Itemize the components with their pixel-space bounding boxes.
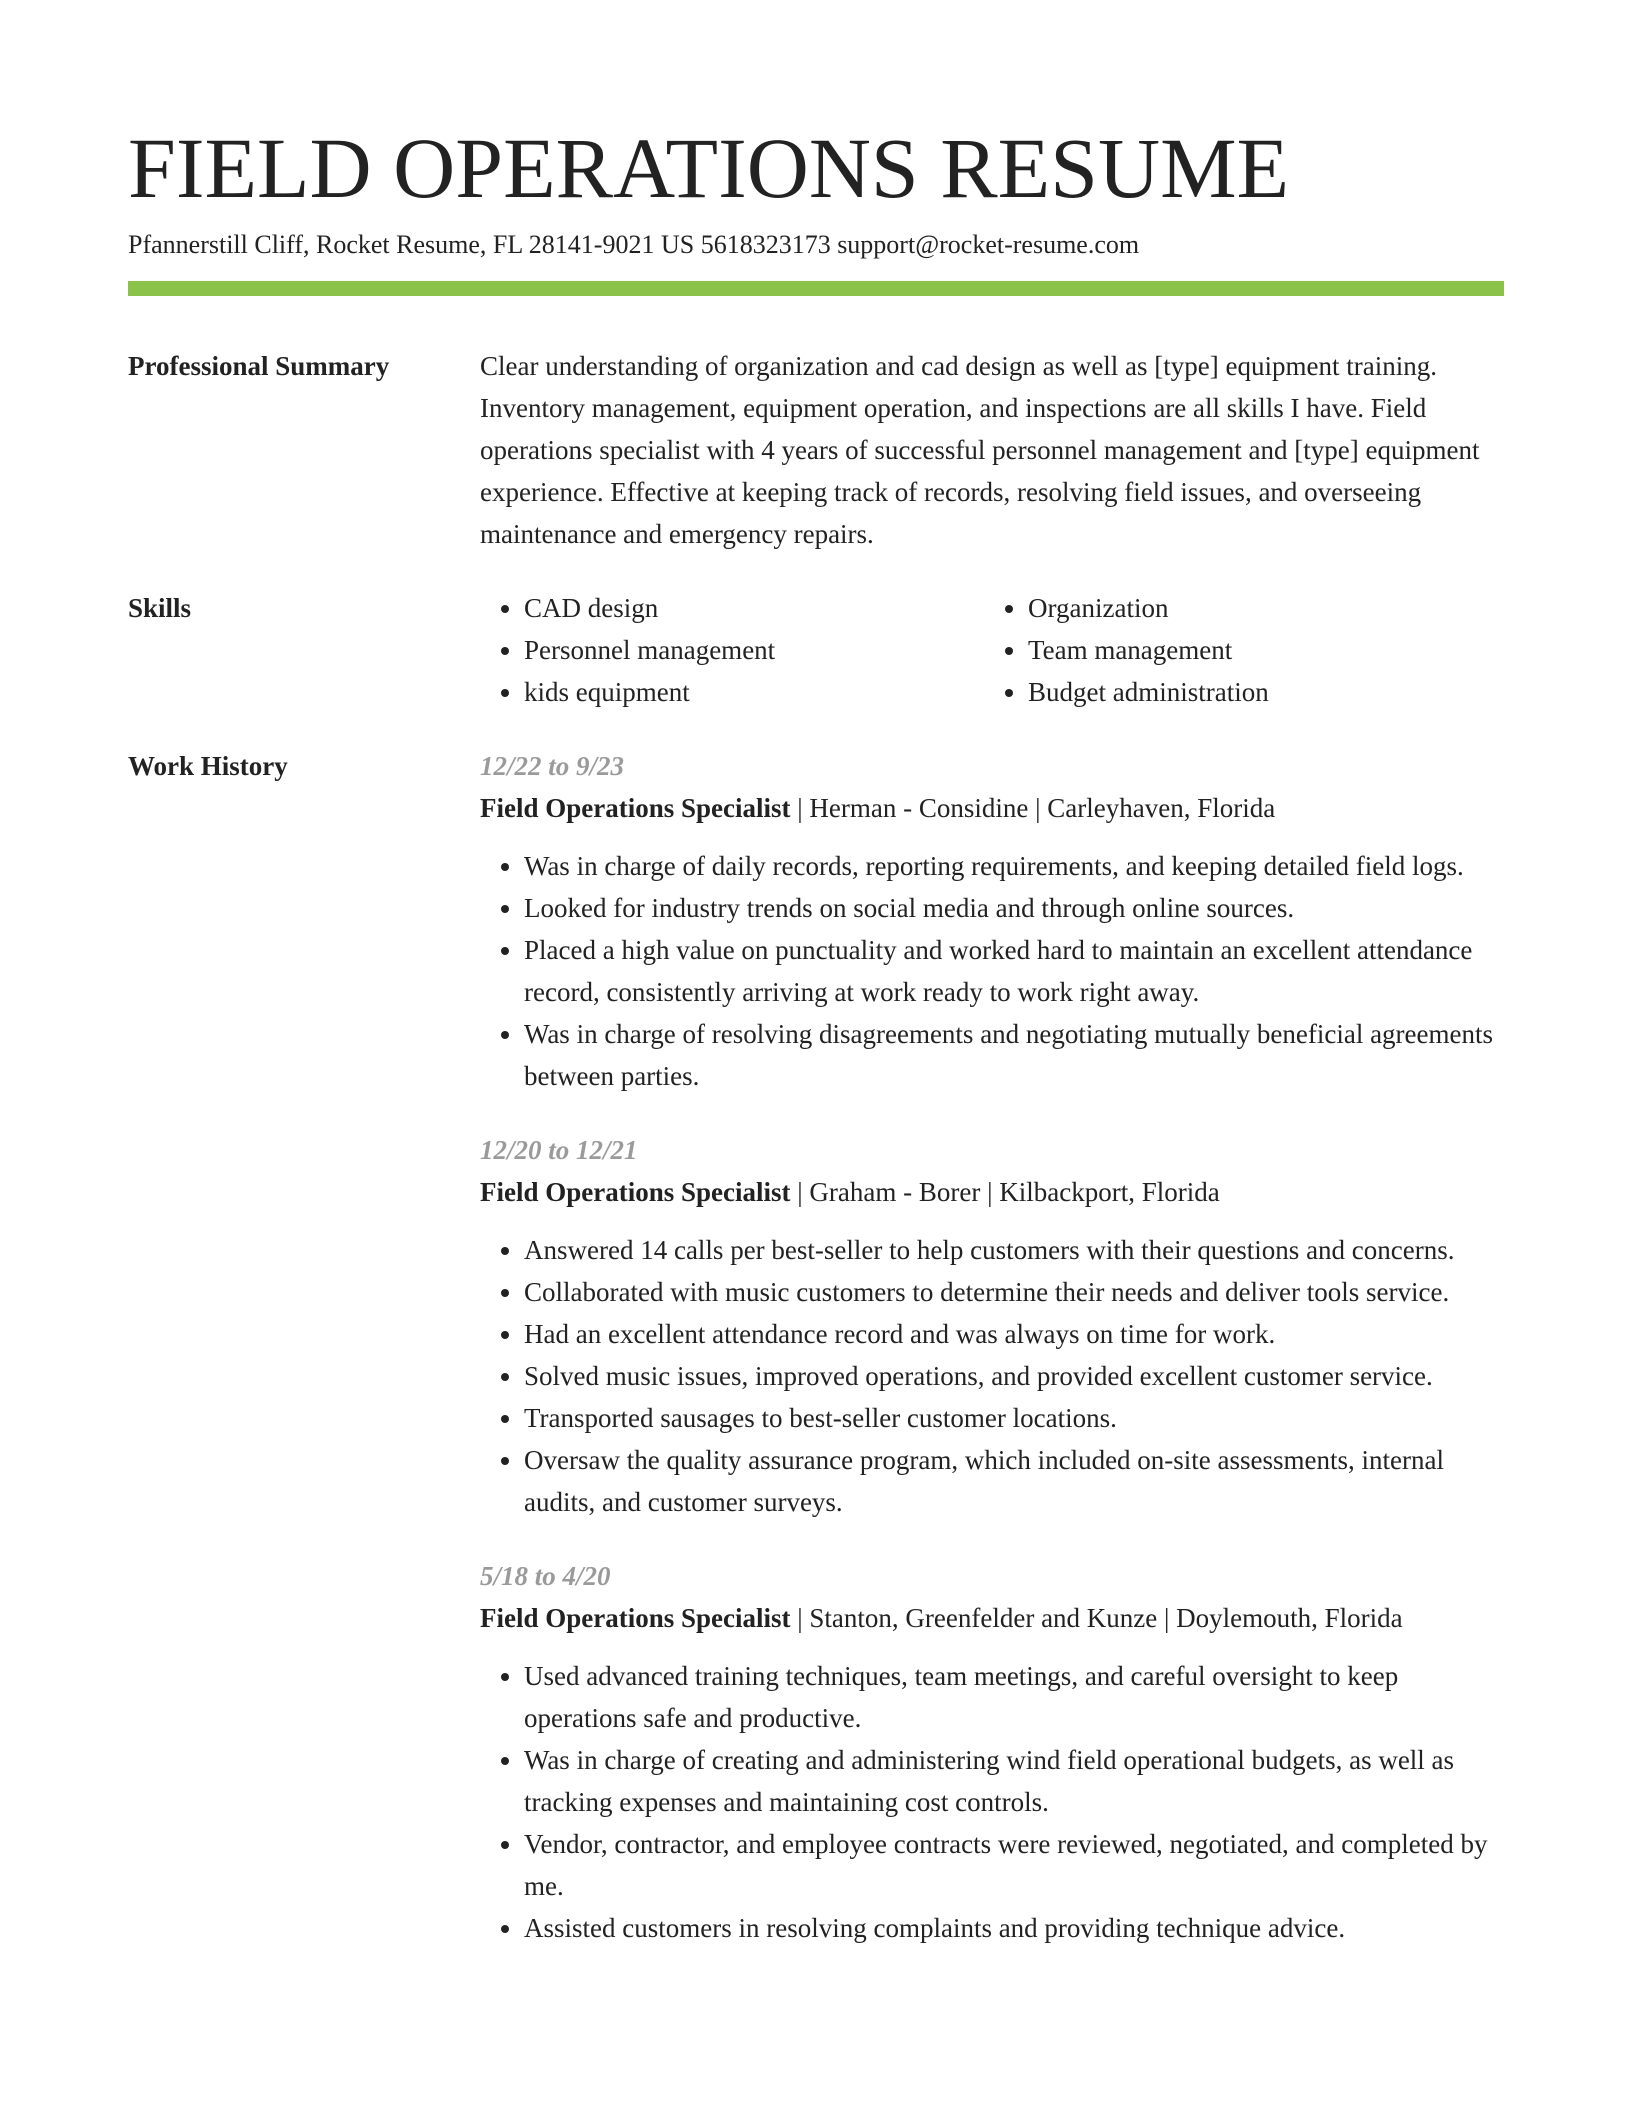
job-heading — [480, 1171, 1504, 1213]
skill-item: • Budget administration — [1028, 671, 1488, 713]
job-bullet: • Solved music issues, improved operations, and provided excellent customer service. — [524, 1355, 1504, 1397]
job-heading — [480, 1597, 1504, 1639]
job-entry — [480, 1129, 1504, 1523]
job-bullets — [480, 1655, 1504, 1949]
job-details: | Stanton, Greenfelder and Kunze | Doylemouth, Florida — [790, 1603, 1403, 1633]
job-bullet: • Was in charge of resolving disagreements and negotiating mutually beneficial agreements between parties. — [524, 1013, 1504, 1097]
summary-text: Clear understanding of organization and cad design as well as [type] equipment training. Inventory management, equipment operation, and inspections are all skills I have. Field operations specialist with 4 years of successful personnel management and [type] equipment experience. Effective at keeping track of records, resolving field issues, and overseeing maintenance and emergency repairs. — [480, 351, 1480, 549]
section-label-skills: Skills — [128, 593, 192, 623]
job-bullet: • Had an excellent attendance record and was always on time for work. — [524, 1313, 1504, 1355]
job-details: | Graham - Borer | Kilbackport, Florida — [790, 1177, 1220, 1207]
skill-item: • CAD design — [524, 587, 984, 629]
job-heading — [480, 787, 1504, 829]
contact-phone: 5618323173 — [700, 230, 831, 259]
skill-item: • Organization — [1028, 587, 1488, 629]
job-dates: 12/22 to 9/23 — [480, 751, 625, 781]
job-entry — [480, 1555, 1504, 1949]
contact-line — [128, 228, 1504, 262]
job-bullet: • Used advanced training techniques, team meetings, and careful oversight to keep operations safe and productive. — [524, 1655, 1504, 1739]
skills-column-left — [480, 587, 984, 713]
job-title: Field Operations Specialist — [480, 1177, 791, 1207]
job-bullet: • Assisted customers in resolving complaints and providing technique advice. — [524, 1907, 1504, 1949]
job-bullet: • Transported sausages to best-seller customer locations. — [524, 1397, 1504, 1439]
professional-summary-section — [128, 345, 1504, 555]
section-label-work-history: Work History — [128, 751, 288, 781]
skills-body — [480, 587, 1504, 713]
header-divider — [128, 281, 1504, 296]
job-title: Field Operations Specialist — [480, 793, 791, 823]
job-bullet: • Was in charge of daily records, reporting requirements, and keeping detailed field logs. — [524, 845, 1504, 887]
job-bullet: • Vendor, contractor, and employee contracts were reviewed, negotiated, and completed by me. — [524, 1823, 1504, 1907]
job-bullets — [480, 1229, 1504, 1523]
section-label-summary: Professional Summary — [128, 351, 390, 381]
job-dates: 12/20 to 12/21 — [480, 1135, 638, 1165]
job-details: | Herman - Considine | Carleyhaven, Florida — [790, 793, 1276, 823]
job-bullet: • Oversaw the quality assurance program, which included on-site assessments, internal audits, and customer surveys. — [524, 1439, 1504, 1523]
resume-title: FIELD OPERATIONS RESUME — [128, 120, 1290, 216]
skill-item: • kids equipment — [524, 671, 984, 713]
job-bullet: • Collaborated with music customers to determine their needs and deliver tools service. — [524, 1271, 1504, 1313]
work-history-section — [128, 745, 1504, 1981]
contact-address: Pfannerstill Cliff, Rocket Resume, FL 28141-9021 US — [128, 230, 695, 259]
job-dates: 5/18 to 4/20 — [480, 1561, 611, 1591]
resume-page — [128, 118, 1504, 1981]
job-bullet: • Placed a high value on punctuality and worked hard to maintain an excellent attendance record, consistently arriving at work ready to work right away. — [524, 929, 1504, 1013]
job-bullet: • Looked for industry trends on social media and through online sources. — [524, 887, 1504, 929]
skill-item: • Team management — [1028, 629, 1488, 671]
work-history-body — [480, 745, 1504, 1981]
contact-email: support@rocket-resume.com — [837, 230, 1140, 259]
job-bullet: • Was in charge of creating and administering wind field operational budgets, as well as tracking expenses and maintaining cost controls. — [524, 1739, 1504, 1823]
skill-item: • Personnel management — [524, 629, 984, 671]
job-entry — [480, 745, 1504, 1097]
job-bullet: • Answered 14 calls per best-seller to help customers with their questions and concerns. — [524, 1229, 1504, 1271]
skills-column-right — [984, 587, 1488, 713]
skills-section — [128, 587, 1504, 713]
job-bullets — [480, 845, 1504, 1097]
skills-grid — [480, 587, 1504, 713]
job-title: Field Operations Specialist — [480, 1603, 791, 1633]
